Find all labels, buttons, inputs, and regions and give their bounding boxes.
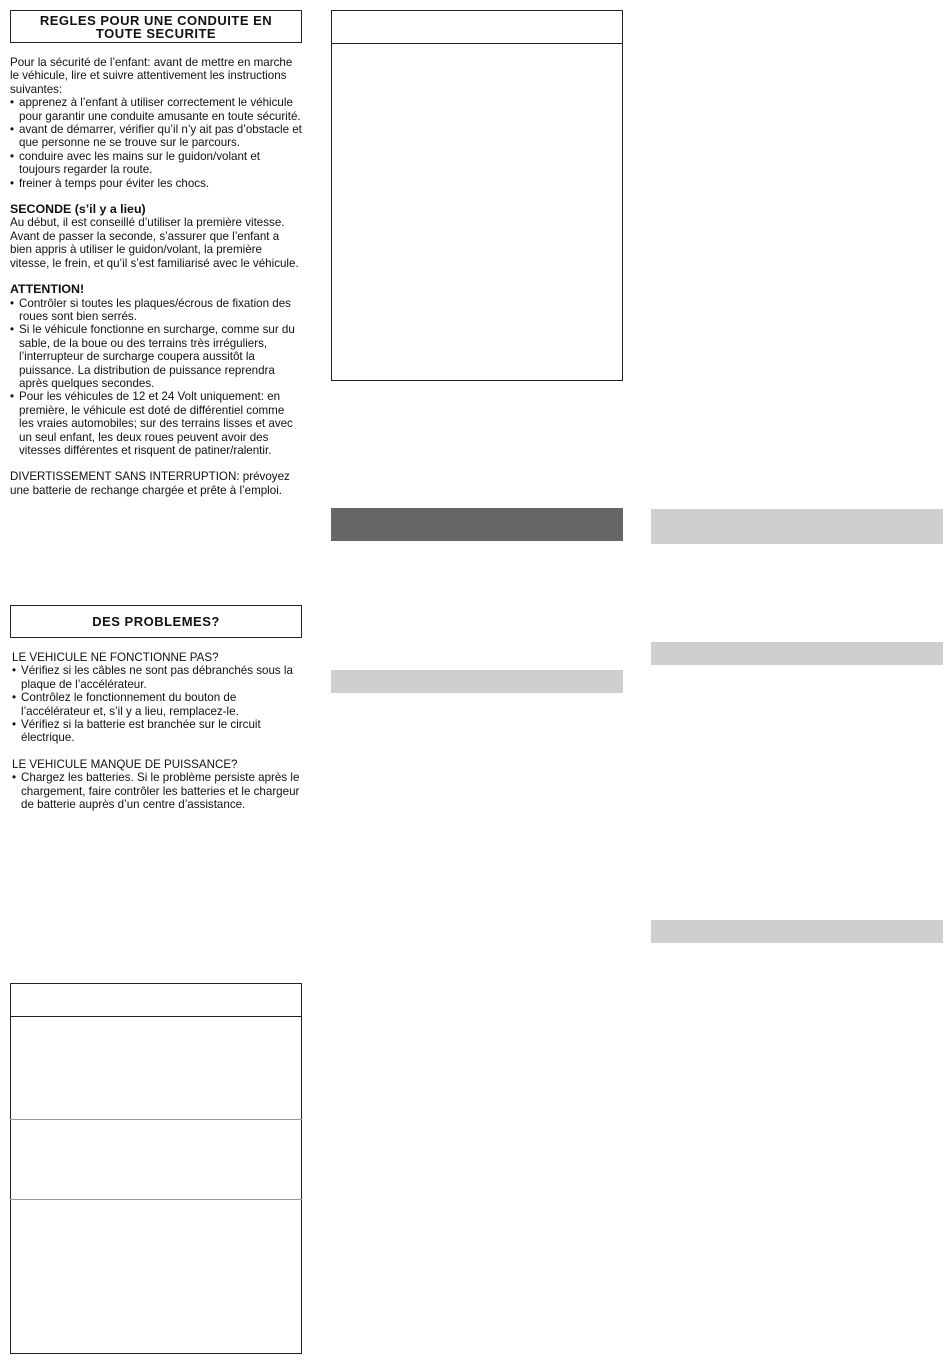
list-item: • Contrôlez le fonctionnement du bouton de l’accélérateur et, s’il y a lieu, remplacez-le. xyxy=(12,691,302,718)
light-section-band xyxy=(651,642,943,665)
problem-question-1: LE VEHICULE NE FONCTIONNE PAS? xyxy=(12,651,219,664)
dark-section-band xyxy=(331,508,623,541)
problems-heading-box xyxy=(10,605,302,638)
table-row-rule xyxy=(10,1199,302,1200)
diagram-header-rule xyxy=(331,43,623,44)
attention-bullets xyxy=(10,297,302,458)
light-section-band xyxy=(651,509,943,544)
safety-heading: REGLES POUR UNE CONDUITE EN TOUTE SECURITE xyxy=(39,12,273,41)
list-item: • conduire avec les mains sur le guidon/volant et toujours regarder la route. xyxy=(10,150,302,177)
seconde-text: Au début, il est conseillé d’utiliser la première vitesse. Avant de passer la seconde, s’assurer que l’enfant a bien appris à utiliser le guidon/volant, la première vitesse, le frein, et qu’il s’est familiarisé avec le véhicule. xyxy=(10,216,299,270)
table-header-rule xyxy=(10,1016,302,1017)
empty-table-box xyxy=(10,983,302,1354)
problem-2-bullets xyxy=(12,771,302,811)
light-section-band xyxy=(651,920,943,943)
problem-question-2: LE VEHICULE MANQUE DE PUISSANCE? xyxy=(12,757,238,771)
list-item: • freiner à temps pour éviter les chocs. xyxy=(10,177,302,190)
list-item: • avant de démarrer, vérifier qu’il n’y ait pas d’obstacle et que personne ne se trouve sur le parcours. xyxy=(10,123,302,150)
list-item: • Vérifiez si les câbles ne sont pas débranchés sous la plaque de l’accélérateur. xyxy=(12,664,302,691)
safety-bullets xyxy=(10,96,302,190)
problem-1-bullets xyxy=(12,664,302,744)
attention-title: ATTENTION! xyxy=(10,282,85,297)
list-item: • Chargez les batteries. Si le problème persiste après le chargement, faire contrôler les batteries et le chargeur de batterie auprès d’un centre d’assistance. xyxy=(12,771,302,811)
safety-heading-box xyxy=(10,10,302,43)
empty-diagram-box xyxy=(331,10,623,381)
problems-heading: DES PROBLEMES? xyxy=(92,614,220,629)
list-item: • Pour les véhicules de 12 et 24 Volt uniquement: en première, le véhicule est doté de différentiel comme les vraies automobiles; sur des terrains lisses et avec un seul enfant, les deux roues peuvent avoir des vitesses différentes et risquent de patiner/ralentir. xyxy=(10,390,302,457)
table-row-rule xyxy=(10,1119,302,1120)
safety-intro: Pour la sécurité de l’enfant: avant de mettre en marche le véhicule, lire et suivre attentivement les instructions suivantes: xyxy=(10,56,293,96)
light-section-band xyxy=(331,670,623,693)
list-item: • Si le véhicule fonctionne en surcharge, comme sur du sable, de la boue ou des terrains très irréguliers, l’interrupteur de surcharge coupera aussitôt la puissance. La distribution de puissance reprendra après quelques secondes. xyxy=(10,323,302,390)
list-item: • Contrôler si toutes les plaques/écrous de fixation des roues sont bien serrés. xyxy=(10,297,302,324)
problems-section xyxy=(12,651,302,811)
divert-text: DIVERTISSEMENT SANS INTERRUPTION: prévoyez une batterie de rechange chargée et prête à l’emploi. xyxy=(10,470,290,497)
list-item: • apprenez à l’enfant à utiliser correctement le véhicule pour garantir une conduite amusante en toute sécurité. xyxy=(10,96,302,123)
safety-section xyxy=(10,56,302,497)
seconde-title: SECONDE (s’il y a lieu) xyxy=(10,202,146,217)
list-item: • Vérifiez si la batterie est branchée sur le circuit électrique. xyxy=(12,718,302,745)
